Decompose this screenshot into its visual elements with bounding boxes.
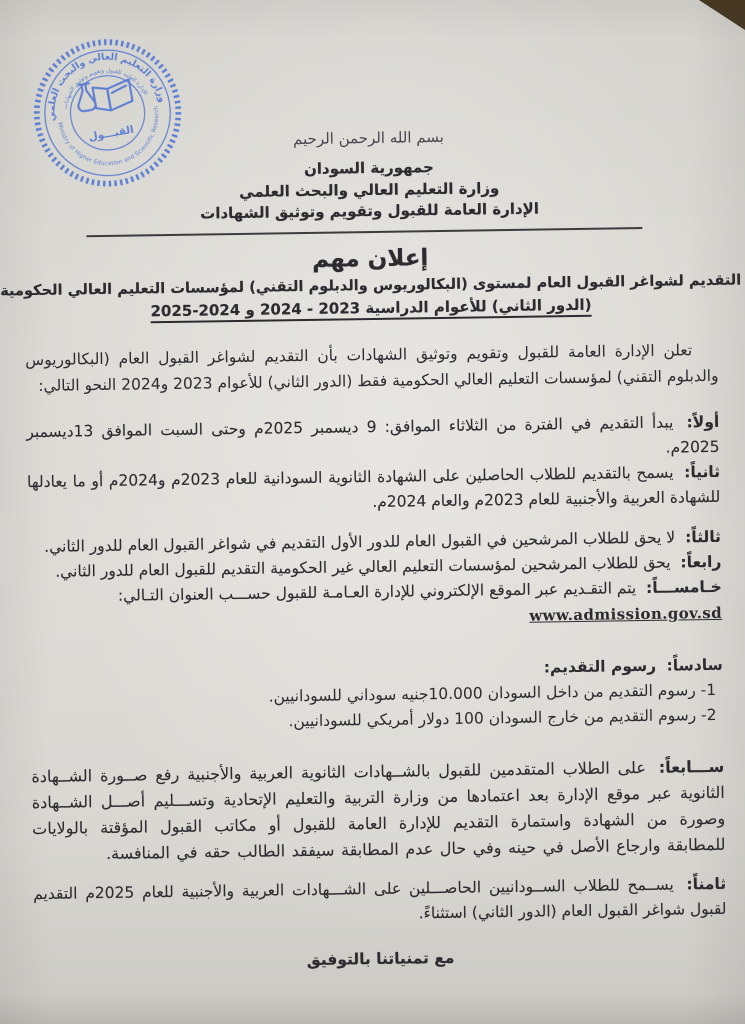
clauses-group-1 <box>26 409 720 519</box>
academic-years-text: (الدور الثاني) للأعوام الدراسية 2023 - 2024 و 2024-2025 <box>150 295 591 323</box>
ministry-name: وزارة التعليم العالي والبحث العلمي <box>239 178 500 201</box>
admission-website-url: www.admission.gov.sd <box>529 603 723 625</box>
clause-seventh-text: على الطلاب المتقدمين للقبول بالشــهادات الثانوية العربية والأجنبية رفع صــورة الشــهادة الثانوية عبر موقع الإدارة بعد اعتمادها من وزارة التربية والتعليم الإتحادية وتســـليم أصـــل الشــهادة وصورة من الشهادة واستمارة التقديم للإدارة العامة للقبول أو مكاتب القبول المؤقتة بالولايات للمطابقة وارجاع الأصل في حينه وفي حال عدم المطابقة سيفقد الطالب حقه في المنافسة. <box>31 757 726 863</box>
closing-wishes: مع تمنياتنا بالتوفيق <box>306 948 455 969</box>
announcement-title-block <box>0 237 744 325</box>
intro-paragraph: تعلن الإدارة العامة للقبول وتقويم وتوثيق الشهادات بأن التقديم لشواغر القبول العام (البكالوريوس والدبلوم التقني) لمؤسسات التعليم العالي الحكومية فقط (الدور الثاني) للأعوام 2023 و2024 النحو التالي: <box>25 340 719 395</box>
clause-eighth <box>33 871 727 931</box>
clause-third-text: لا يحق للطلاب المرشحين في القبول العام للدور الأول التقديم في شواغر القبول العام للدور الثاني. <box>44 528 676 556</box>
clause-first-label: أولاً: <box>686 412 720 431</box>
bismillah-calligraphy: بسم الله الرحمن الرحيم <box>292 127 444 149</box>
open-book-icon <box>92 79 133 112</box>
country-name: جمهورية السودان <box>303 158 434 178</box>
announcement-subtitle: التقديم لشواغر القبول العام لمستوى (البكالوريوس والدبلوم التقني) لمؤسسات التعليم العالي الحكومية <box>0 271 742 300</box>
fee-item-abroad: 2- رسوم التقديم من خارج السودان 100 دولار أمريكي للسودانيين. <box>288 705 717 730</box>
stamp-english-ring-text: Ministry of Higher Education and Scientific Research <box>56 105 161 168</box>
department-name: الإدارة العامة للقبول وتقويم وتوثيق الشهادات <box>200 199 540 223</box>
clause-fourth-text: يحق للطلاب المرشحين لمؤسسات التعليم العالي غير الحكومية التقديم للقبول العام للدور الثاني. <box>55 553 671 581</box>
clauses-group-2 <box>28 524 722 635</box>
clause-fourth-label: رابعاً: <box>680 552 722 571</box>
clause-second-text: يسمح بالتقديم للطلاب الحاصلين على الشهادة الثانوية السودانية للعام 2023م و2024م أو ما يعادلها للشهادة العربية والأجنبية للعام 2023م والعام 2024م. <box>26 463 721 511</box>
clause-seventh-label: ســـابعاً: <box>658 756 725 777</box>
header-divider <box>86 226 642 236</box>
clause-eighth-text: يســمح للطلاب الســودانيين الحاصـــلين على الشـــهادات العربية والأجنبية للعام 2025م التقديم لقبول شواغر القبول العام (الدور الثاني) استثناءً. <box>33 875 727 922</box>
stamp-inner-ring-text: الإدارة العامة للقبول وتقويم وتوثيق الشهادات <box>62 68 149 110</box>
clause-second <box>27 459 721 519</box>
announcement-title: إعلان مهم <box>311 244 429 273</box>
clause-first-text: يبدأ التقديم في الفترة من الثلاثاء الموافق: 9 ديسمبر 2025م وحتى السبت الموافق 13ديسمبر 2025م. <box>26 413 720 457</box>
clause-eighth-label: ثامناً: <box>686 874 727 893</box>
fees-label: سادساً: <box>666 655 723 675</box>
clause-fifth-label: خـامســـاً: <box>645 577 722 597</box>
announcement-body <box>25 336 727 976</box>
clause-second-label: ثانياً: <box>684 462 721 481</box>
fees-heading-text: رسوم التقديم: <box>543 656 657 676</box>
clause-fifth-text: يتم التقـديم عبر الموقع الإلكتروني للإدارة العـامـة للقبول حســـب العنوان التـالي: <box>117 578 637 605</box>
ministry-official-stamp <box>20 25 196 201</box>
clause-seventh <box>31 753 725 867</box>
stamp-arabic-ring-text: وزارة التعليم العالي والبحث العلمي <box>46 51 168 122</box>
fee-item-domestic: 1- رسوم التقديم من داخل السودان 10.000جنيه سوداني للسودانيين. <box>268 680 717 706</box>
stamp-center-label: القبـــول <box>87 123 135 144</box>
clause-third-label: ثالثاً: <box>684 527 722 546</box>
fees-section <box>30 652 724 737</box>
